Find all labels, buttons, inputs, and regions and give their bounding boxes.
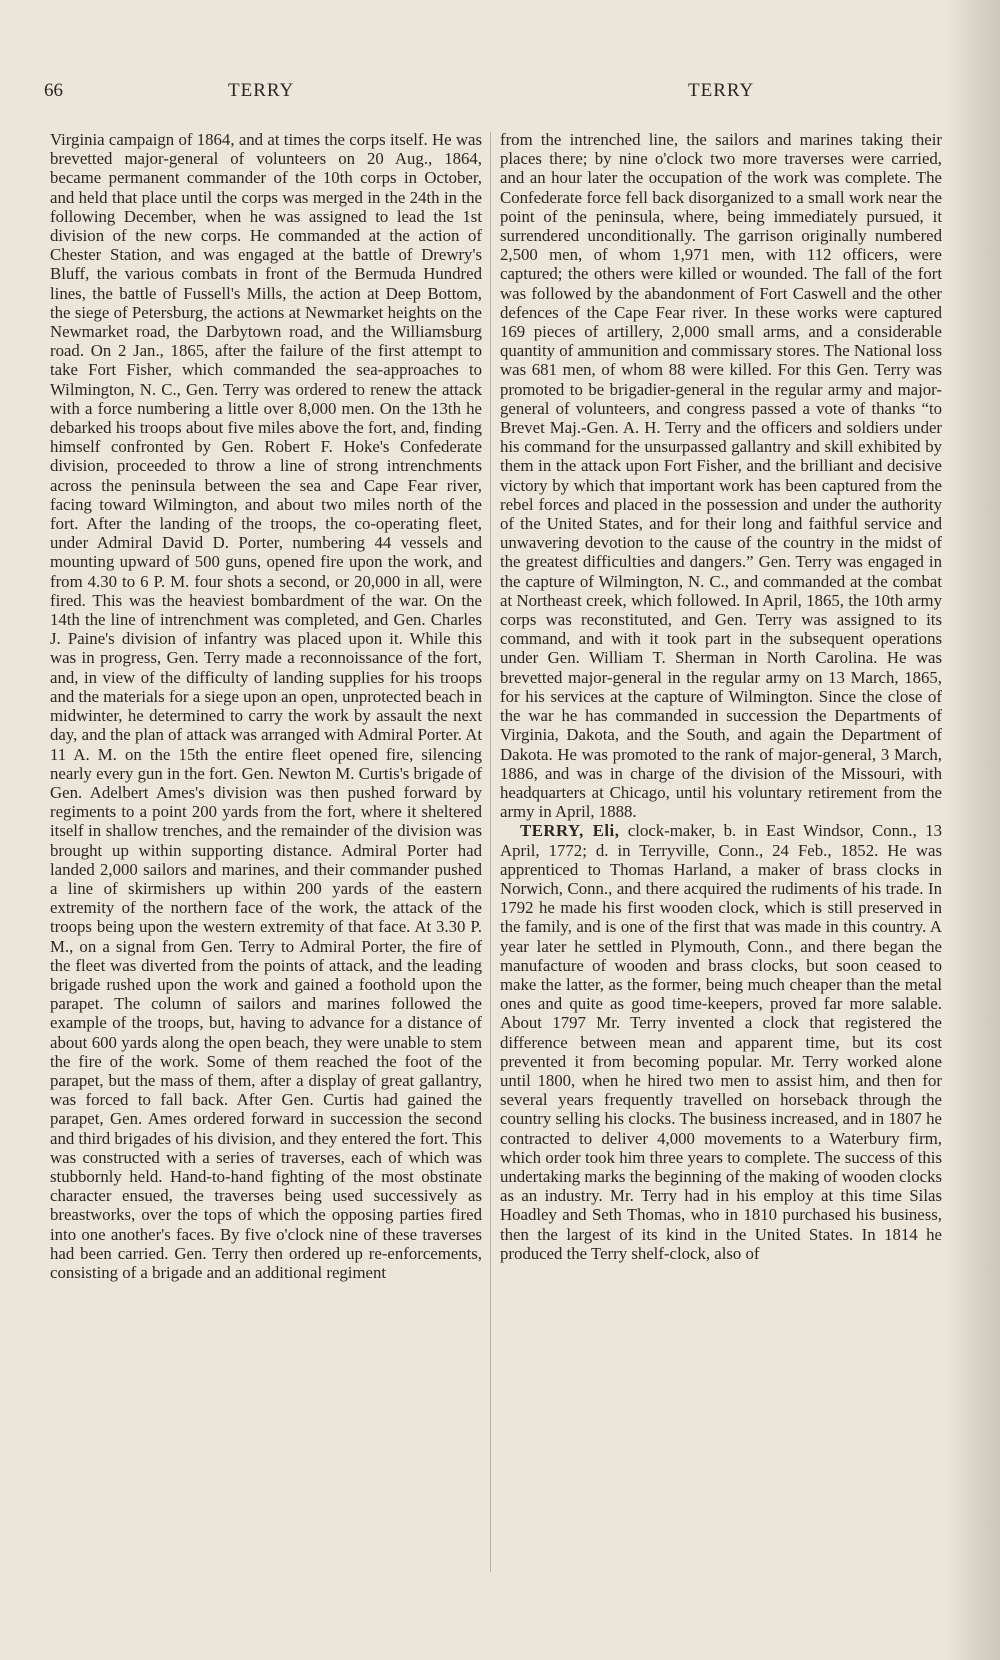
page-header xyxy=(0,80,1000,106)
left-column xyxy=(50,130,482,1640)
entry-text: clock-maker, b. in East Windsor, Conn., 13 April, 1772; d. in Terryville, Conn., 24 Feb., 1852. He was apprenticed to Thomas Harland, a maker of brass clocks in Norwich, Conn., and there acquired the rudiments of his trade. In 1792 he made his first wooden clock, which is still preserved in the family, and is one of the first that was made in this country. A year later he settled in Plymouth, Conn., and there began the manufacture of wooden and brass clocks, but soon ceased to make the latter, as the former, being much cheaper than the metal ones and quite as good time-keepers, proved far more salable. About 1797 Mr. Terry invented a clock that registered the difference between mean and apparent time, but its cost prevented it from becoming popular. Mr. Terry worked alone until 1800, when he hired two men to assist him, and then for several years frequently travelled on horseback through the country selling his clocks. The business increased, and in 1807 he contracted to deliver 4,000 movements to a Waterbury firm, which order took him three years to complete. The success of this undertaking marks the beginning of the making of wooden clocks as an industry. Mr. Terry had in his employ at this time Silas Hoadley and Seth Thomas, who in 1810 purchased his business, then the largest of its kind in the United States. In 1814 he produced the Terry shelf-clock, also of xyxy=(500,821,942,1263)
running-head-left: TERRY xyxy=(228,80,295,101)
page-edge-shadow xyxy=(945,0,1000,1660)
column-divider xyxy=(490,132,491,1572)
running-head-right: TERRY xyxy=(688,80,755,101)
page-number: 66 xyxy=(44,80,63,101)
left-column-text: Virginia campaign of 1864, and at times the corps itself. He was brevetted major-general of volunteers on 20 Aug., 1864, became permanent commander of the 10th corps in October, and held that place until the corps was merged in the 24th in the following December, when he was assigned to lead the 1st division of the new corps. He commanded at the action of Chester Station, and was engaged at the battle of Drewry's Bluff, the various combats in front of the Bermuda Hundred lines, the battle of Fussell's Mills, the action at Deep Bottom, the siege of Petersburg, the actions at Newmarket heights on the Newmarket road, the Darbytown road, and the Williamsburg road. On 2 Jan., 1865, after the failure of the first attempt to take Fort Fisher, which commanded the sea-approaches to Wilmington, N. C., Gen. Terry was ordered to renew the attack with a force numbering a little over 8,000 men. On the 13th he debarked his troops about five miles above the fort, and, finding himself confronted by Gen. Robert F. Hoke's Confederate division, proceeded to throw a line of strong intrenchments across the peninsula between the sea and Cape Fear river, facing toward Wilmington, and about two miles north of the fort. After the landing of the troops, the co-operating fleet, under Admiral David D. Porter, numbering 44 vessels and mounting upward of 500 guns, opened fire upon the work, and from 4.30 to 6 P. M. four shots a second, or 20,000 in all, were fired. This was the heaviest bombardment of the war. On the 14th the line of intrenchment was completed, and Gen. Charles J. Paine's division of infantry was placed upon it. While this was in progress, Gen. Terry made a reconnoissance of the fort, and, in view of the difficulty of landing supplies for his troops and the materials for a siege upon an open, unprotected beach in midwinter, he determined to carry the work by assault the next day, and the plan of attack was arranged with Admiral Porter. At 11 A. M. on the 15th the entire fleet opened fire, silencing nearly every gun in the fort. Gen. Newton M. Curtis's brigade of Gen. Adelbert Ames's division was then pushed forward by regiments to a point 200 yards from the fort, where it sheltered itself in shallow trenches, and the remainder of the division was brought up within supporting distance. Admiral Porter had landed 2,000 sailors and marines, and their commander pushed a line of skirmishers up within 200 yards of the eastern extremity of the northern face of the work, the attack of the troops being upon the western extremity of that face. At 3.30 P. M., on a signal from Gen. Terry to Admiral Porter, the fire of the fleet was diverted from the points of attack, and the leading brigade rushed upon the work and gained a foothold upon the parapet. The column of sailors and marines followed the example of the troops, but, having to advance for a distance of about 600 yards along the open beach, they were unable to stem the fire of the work. Some of them reached the foot of the parapet, but the mass of them, after a display of great gallantry, was forced to fall back. After Gen. Curtis had gained the parapet, Gen. Ames ordered forward in succession the second and third brigades of his division, and they entered the fort. This was constructed with a series of traverses, each of which was stubbornly held. Hand-to-hand fighting of the most obstinate character ensued, the traverses being used successively as breastworks, over the tops of which the opposing parties fired into one another's faces. By five o'clock nine of these traverses had been carried. Gen. Terry then ordered up re-enforcements, consisting of a brigade and an additional regiment xyxy=(50,130,482,1282)
right-column xyxy=(500,130,942,1640)
entry-terry-eli xyxy=(500,821,942,1263)
entry-headword: TERRY, Eli, xyxy=(520,821,620,841)
right-column-continuation: from the intrenched line, the sailors and marines taking their places there; by nine o'clock two more traverses were carried, and an hour later the occupation of the work was complete. The Confederate force fell back disorganized to a small work near the point of the peninsula, where, being immediately pursued, it surrendered unconditionally. The garrison originally numbered 2,500 men, of whom 1,971 men, with 112 officers, were captured; the others were killed or wounded. The fall of the fort was followed by the abandonment of Fort Caswell and the other defences of the Cape Fear river. In these works were captured 169 pieces of artillery, 2,000 small arms, and a considerable quantity of ammunition and commissary stores. The National loss was 681 men, of whom 88 were killed. For this Gen. Terry was promoted to be brigadier-general in the regular army and major-general of volunteers, and congress passed a vote of thanks “to Brevet Maj.-Gen. A. H. Terry and the officers and soldiers under his command for the unsurpassed gallantry and skill exhibited by them in the attack upon Fort Fisher, and the brilliant and decisive victory by which that important work has been captured from the rebel forces and placed in the possession and under the authority of the United States, and for their long and faithful service and unwavering devotion to the cause of the country in the midst of the greatest difficulties and dangers.” Gen. Terry was engaged in the capture of Wilmington, N. C., and commanded at the combat at Northeast creek, which followed. In April, 1865, the 10th army corps was reconstituted, and Gen. Terry was assigned to its command, and with it took part in the subsequent operations under Gen. William T. Sherman in North Carolina. He was brevetted major-general in the regular army on 13 March, 1865, for his services at the capture of Wilmington. Since the close of the war he has commanded in succession the Departments of Virginia, Dakota, and the South, and again the Department of Dakota. He was promoted to the rank of major-general, 3 March, 1886, and was in charge of the division of the Missouri, with headquarters at Chicago, until his voluntary retirement from the army in April, 1888. xyxy=(500,130,942,822)
